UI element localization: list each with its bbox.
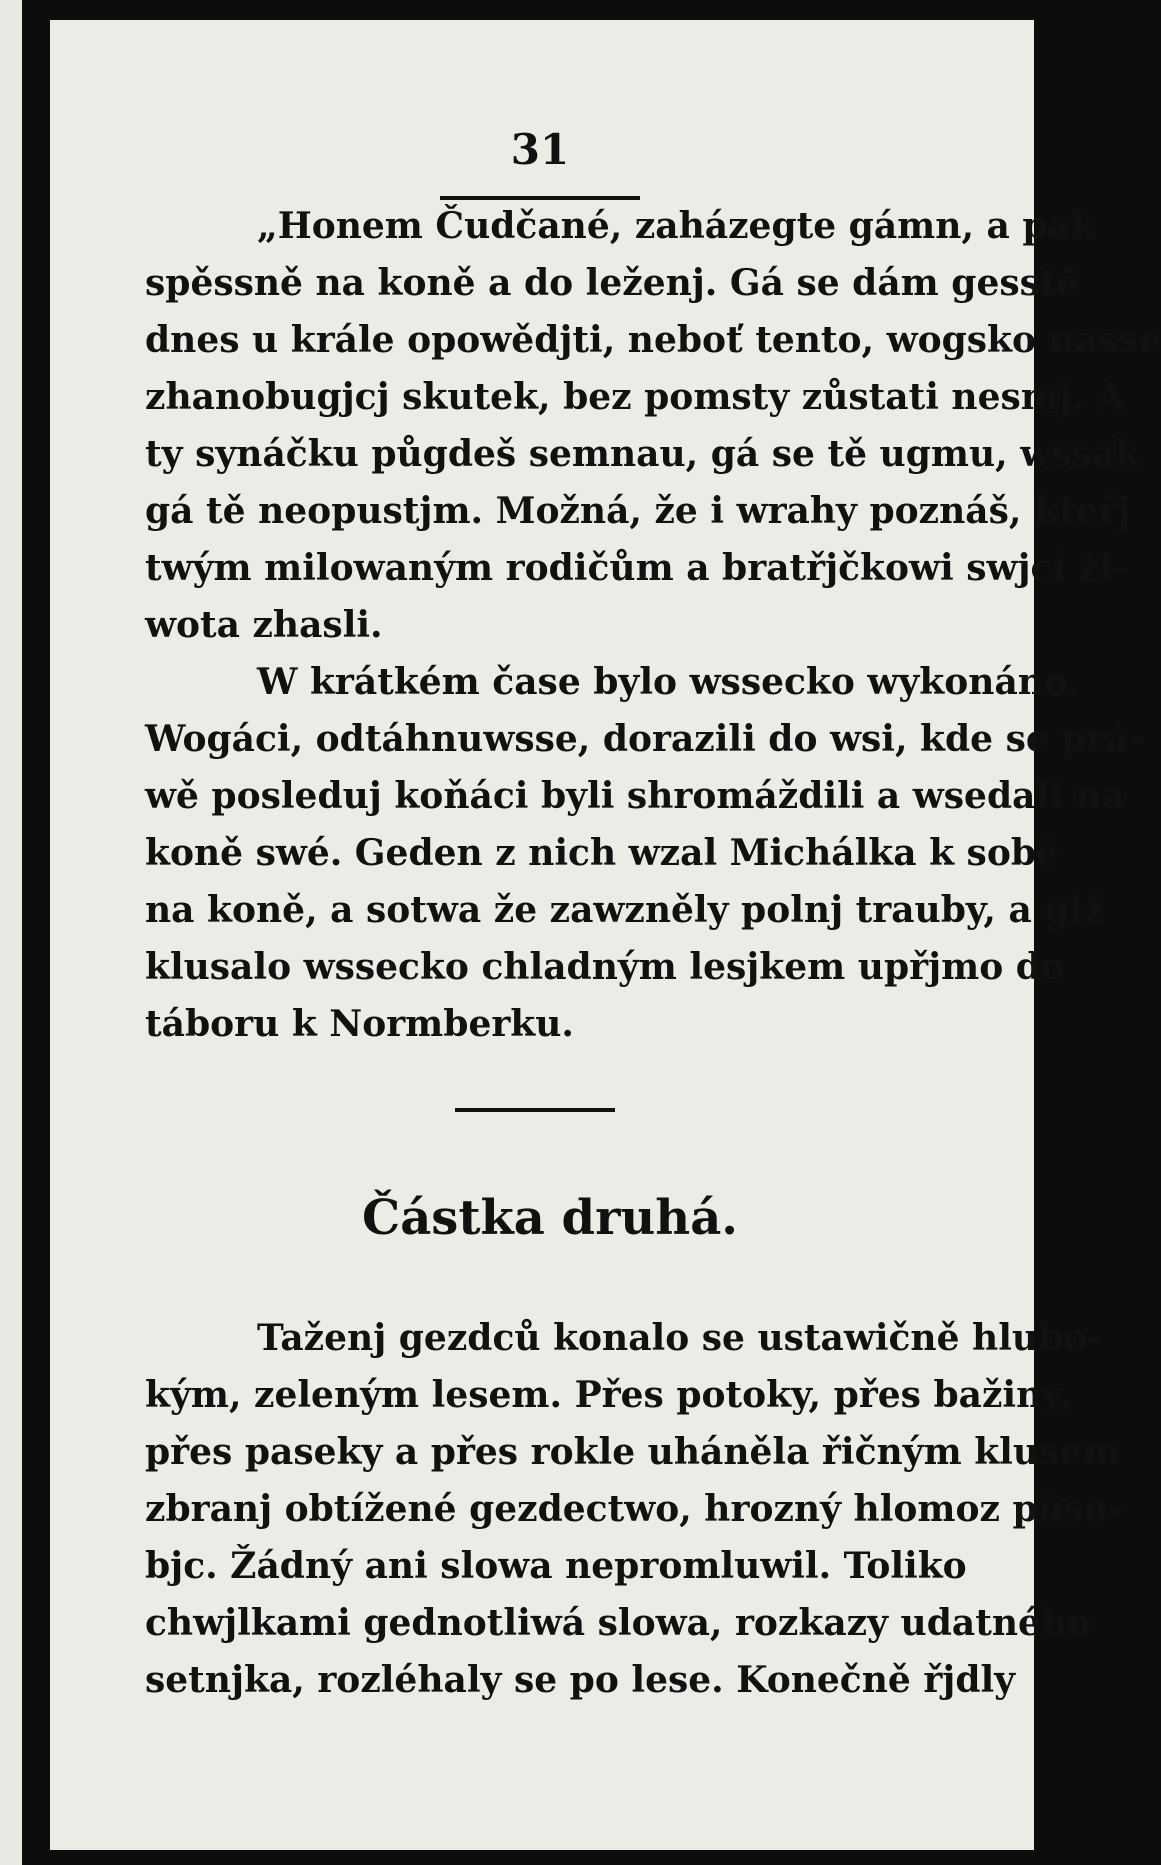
- text-line: klusalo wssecko chladným lesjkem upřjmo do: [145, 946, 1065, 988]
- text-line: koně swé. Geden z nich wzal Michálka k sobě: [145, 832, 1059, 874]
- text-line: gá tě neopustjm. Možná, že i wrahy poznáš, kteřj: [145, 490, 1131, 532]
- text-line: wě posleduj koňáci byli shromáždili a wsedali na: [145, 775, 1125, 817]
- text-line: ty synáčku půgdeš semnau, gá se tě ugmu, wssak: [145, 433, 1141, 475]
- text-line: zhanobugjcj skutek, bez pomsty zůstati nesmj. A: [145, 376, 1125, 418]
- adjacent-page-edge: [0, 0, 22, 1865]
- text-line: chwjlkami gednotliwá slowa, rozkazy udatného: [145, 1602, 1092, 1644]
- page-number: 31: [510, 125, 570, 174]
- text-line: táboru k Normberku.: [145, 1003, 574, 1045]
- section-title: Částka druhá.: [361, 1190, 739, 1246]
- text-block-top: [145, 198, 1161, 1053]
- text-line: W krátkém čase bylo wssecko wykonáno.: [257, 661, 1080, 703]
- text-line: Wogáci, odtáhnuwsse, dorazili do wsi, kde se prá-: [145, 718, 1144, 760]
- text-line: twým milowaným rodičům a bratřjčkowi swjcí ži-: [145, 547, 1128, 589]
- text-block-bottom: [145, 1310, 1124, 1709]
- text-line: wota zhasli.: [145, 604, 383, 646]
- text-line: na koně, a sotwa že zawzněly polnj trauby, a giž: [145, 889, 1104, 931]
- text-line: kým, zeleným lesem. Přes potoky, přes bažiny,: [145, 1374, 1073, 1416]
- text-line: spěssně na koně a do leženj. Gá se dám gesstě: [145, 262, 1080, 304]
- text-line: „Honem Čudčané, zaházegte gámn, a pak: [257, 205, 1096, 247]
- text-line: Taženj gezdců konalo se ustawičně hlubo-: [257, 1317, 1103, 1359]
- section-divider: [455, 1108, 615, 1112]
- text-line: zbranj obtížené gezdectwo, hrozný hlomoz půso-: [145, 1488, 1124, 1530]
- text-line: dnes u krále opowědjti, neboť tento, wogsko nasse: [145, 319, 1161, 361]
- text-line: přes paseky a přes rokle uháněla řičným klusem: [145, 1431, 1121, 1473]
- text-line: bjc. Žádný ani slowa nepromluwil. Toliko: [145, 1545, 967, 1587]
- book-page: [50, 20, 1161, 1850]
- text-line: setnjka, rozléhaly se po lese. Konečně řjdly: [145, 1659, 1016, 1701]
